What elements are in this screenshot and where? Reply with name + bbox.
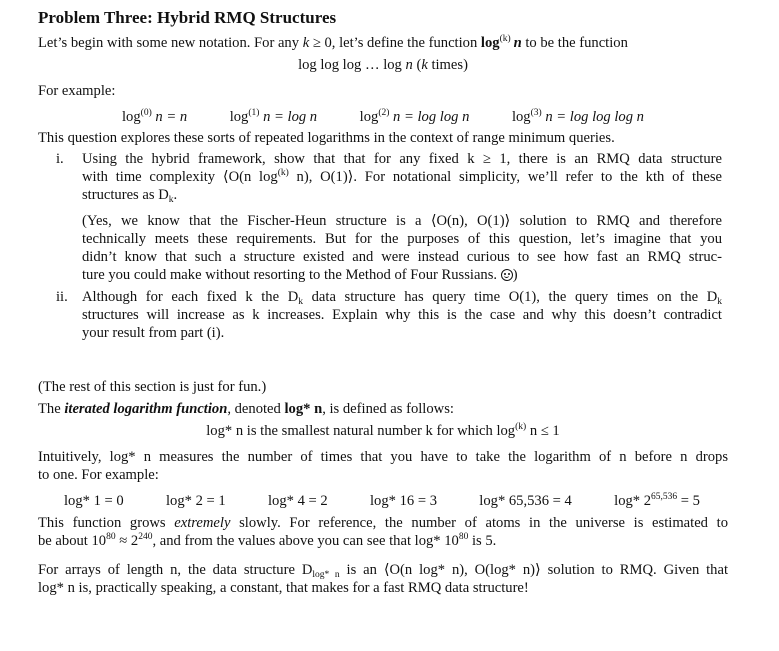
part-i-line-3: structures as $D_k$. bbox=[82, 187, 178, 205]
logstar-value: log* 1 = 0 bbox=[64, 493, 124, 509]
logstar-value: log* 65,536 = 4 bbox=[479, 493, 572, 509]
example-log2: $\log^{(2)} n = \log \log n$ bbox=[359, 108, 470, 125]
part-ii bbox=[38, 288, 728, 342]
logstar-value: log* 4 = 2 bbox=[268, 493, 328, 509]
logstar-value: log* $2^{65,536} = 5$ bbox=[614, 492, 700, 509]
part-ii-number: ii. bbox=[56, 289, 68, 305]
display-equation-logstar: log* n is the smallest natural number k for which $\log^{(k)} n \le 1$ bbox=[206, 422, 560, 439]
part-i-note-line-4: ture you could make without resorting to the Method of Four Russians. ) bbox=[82, 267, 518, 283]
part-i-note-line-1: (Yes, we know that the Fischer-Heun structure is a ⟨O(n), O(1)⟩ solution to RMQ and therefore bbox=[82, 213, 722, 229]
conclusion-paragraph: For arrays of length n, the data structure $D_{log* n}$ is an ⟨O(n log* n), O(log* n)⟩ solution to RMQ. Given that log* n is, practically speaking, a constant, that makes for a fast RMQ data structure! bbox=[38, 562, 729, 596]
display-equation-iterated: log log log … log n (k times) bbox=[298, 57, 468, 73]
part-i-line-1: Using the hybrid framework, show that that for any fixed k ≥ 1, there is an RMQ data structure bbox=[82, 151, 722, 167]
context-paragraph: This question explores these sorts of repeated logarithms in the context of range minimum queries. bbox=[38, 130, 615, 146]
part-ii-line-1: Although for each fixed k the $D_k$ data structure has query time O(1), the query times on the $D_k$ bbox=[82, 289, 722, 307]
part-i-number: i. bbox=[56, 151, 64, 167]
growth-paragraph: This function grows extremely slowly. For reference, the number of atoms in the universe is estimated to be about $10^{80} \approx 2^{240}$, and from the values above you can see that log* $10^{80}$ is 5. bbox=[38, 515, 728, 549]
smiley-icon bbox=[501, 269, 513, 281]
logstar-values bbox=[38, 492, 728, 510]
for-example-label: For example: bbox=[38, 83, 116, 99]
part-i-note-line-2: technically meets these requirements. But for the purposes of this question, let’s imagine that you bbox=[82, 231, 722, 247]
part-i-line-2: with time complexity ⟨O(n $\log^{(k)} n$), O(1)⟩. For notational simplicity, we’ll refer to the kth of these bbox=[82, 168, 722, 185]
fun-note: (The rest of this section is just for fun.) bbox=[38, 379, 267, 395]
logstar-value: log* 16 = 3 bbox=[370, 493, 438, 509]
intro-paragraph: Let’s begin with some new notation. For any k ≥ 0, let’s define the function $\log^{(k)} n$ to be the function bbox=[38, 34, 628, 51]
iterated-log-definition: The iterated logarithm function, denoted log* n, is defined as follows: bbox=[38, 401, 454, 417]
section-title: Problem Three: Hybrid RMQ Structures bbox=[38, 8, 337, 27]
example-log1: $\log^{(1)} n = \log n$ bbox=[229, 108, 318, 125]
part-i bbox=[38, 150, 728, 284]
part-i-note-line-3: didn’t know that such a structure existed and were instead curious to see how fast an RMQ struc- bbox=[82, 249, 722, 265]
intuition-paragraph: Intuitively, log* n measures the number of times that you have to take the logarithm of n before n drops to one. For example: bbox=[38, 449, 728, 483]
part-ii-line-3: your result from part (i). bbox=[82, 325, 225, 341]
example-log3: $\log^{(3)} n = \log \log \log n$ bbox=[511, 108, 644, 125]
part-ii-line-2: structures will increase as k increases. Explain why this is the case and why this doesn’t contradict bbox=[82, 307, 722, 323]
logstar-value: log* 2 = 1 bbox=[166, 493, 226, 509]
example-equations bbox=[38, 108, 728, 126]
problem-section bbox=[38, 8, 728, 597]
example-log0: $\log^{(0)} n = n$ bbox=[122, 108, 188, 125]
